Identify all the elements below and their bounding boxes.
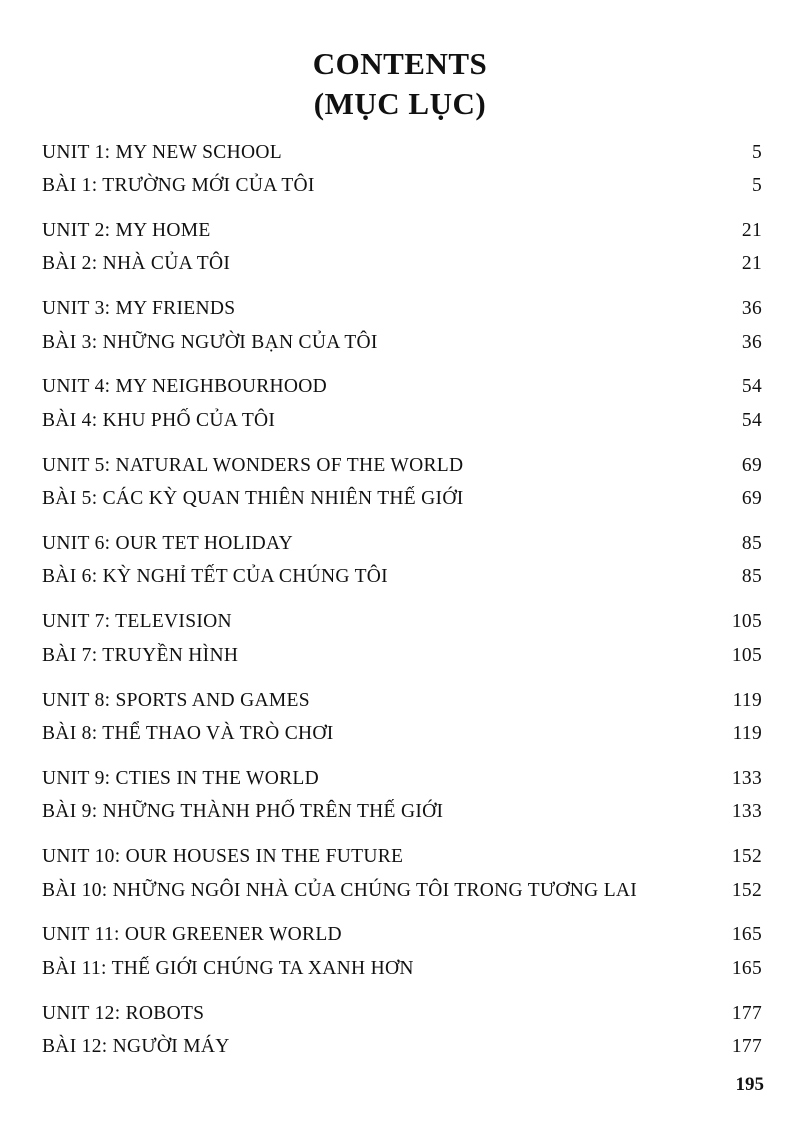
toc-entry-page: 165 bbox=[731, 957, 762, 979]
toc-entry-label: UNIT 11: OUR GREENER WORLD bbox=[42, 924, 342, 946]
page-title: CONTENTS bbox=[312, 46, 488, 81]
toc-entry-page: 5 bbox=[751, 175, 762, 196]
toc-entry-vietnamese bbox=[42, 1025, 762, 1059]
toc-unit-group bbox=[42, 756, 762, 834]
toc-entry-label: BÀI 2: NHÀ CỦA TÔI bbox=[42, 253, 231, 275]
toc-entry-label: UNIT 12: ROBOTS bbox=[42, 1002, 205, 1024]
toc-unit-group bbox=[42, 521, 762, 599]
toc-entry-page: 177 bbox=[731, 1002, 762, 1024]
toc-entry-label: BÀI 9: NHỮNG THÀNH PHỐ TRÊN THẾ GIỚI bbox=[42, 801, 444, 823]
toc-entry-label: UNIT 7: TELEVISION bbox=[42, 611, 232, 633]
toc-entry-label: UNIT 1: MY NEW SCHOOL bbox=[42, 141, 282, 163]
toc-entry-page: 119 bbox=[732, 689, 762, 711]
toc-entry-vietnamese bbox=[42, 398, 762, 432]
toc-entry-page: 105 bbox=[731, 644, 762, 666]
toc-entry-page: 119 bbox=[732, 723, 762, 745]
toc-entry-label: UNIT 10: OUR HOUSES IN THE FUTURE bbox=[42, 846, 404, 868]
toc-unit-group bbox=[42, 287, 762, 365]
toc-entry-english bbox=[42, 521, 762, 555]
toc-entry-vietnamese bbox=[42, 633, 762, 667]
toc-entry-english bbox=[42, 130, 762, 164]
toc-entry-english bbox=[42, 443, 762, 477]
toc-entry-english bbox=[42, 208, 762, 242]
toc-entry-label: BÀI 8: THỂ THAO VÀ TRÒ CHƠI bbox=[42, 723, 334, 745]
toc-entry-page: 21 bbox=[741, 219, 762, 241]
toc-entry-page: 36 bbox=[741, 298, 762, 320]
toc-entry-label: BÀI 6: KỲ NGHỈ TẾT CỦA CHÚNG TÔI bbox=[42, 566, 388, 588]
toc-entry-label: UNIT 8: SPORTS AND GAMES bbox=[42, 689, 310, 711]
toc-entry-vietnamese bbox=[42, 242, 762, 276]
toc-entry-vietnamese bbox=[42, 555, 762, 589]
toc-entry-page: 54 bbox=[741, 409, 762, 431]
toc-entry-label: BÀI 12: NGƯỜI MÁY bbox=[42, 1036, 230, 1058]
toc-entry-english bbox=[42, 756, 762, 790]
toc-entry-vietnamese bbox=[42, 868, 762, 902]
toc-unit-group bbox=[42, 600, 762, 678]
toc-entry-label: BÀI 10: NHỮNG NGÔI NHÀ CỦA CHÚNG TÔI TRONG TƯƠNG LAI bbox=[42, 879, 638, 901]
page-subtitle: (MỤC LỤC) bbox=[313, 86, 487, 121]
toc-entry-page: 21 bbox=[741, 253, 762, 275]
toc-entry-label: UNIT 3: MY FRIENDS bbox=[42, 298, 236, 320]
toc-unit-group bbox=[42, 130, 762, 208]
contents-heading bbox=[0, 44, 800, 124]
toc-unit-group bbox=[42, 835, 762, 913]
toc-entry-vietnamese bbox=[42, 320, 762, 354]
toc-entry-vietnamese bbox=[42, 164, 762, 198]
toc-entry-label: BÀI 11: THẾ GIỚI CHÚNG TA XANH HƠN bbox=[42, 957, 414, 979]
toc-entry-vietnamese bbox=[42, 712, 762, 746]
toc-entry-page: 165 bbox=[731, 924, 762, 946]
toc-entry-page: 133 bbox=[731, 767, 762, 789]
toc-entry-english bbox=[42, 678, 762, 712]
toc-entry-label: BÀI 7: TRUYỀN HÌNH bbox=[42, 644, 239, 666]
toc-unit-group bbox=[42, 443, 762, 521]
footer-page-number: 195 bbox=[735, 1074, 764, 1095]
toc-entry-english bbox=[42, 913, 762, 947]
toc-entry-english bbox=[42, 600, 762, 634]
toc-entry-page: 105 bbox=[731, 611, 762, 633]
toc-entry-vietnamese bbox=[42, 790, 762, 824]
toc-entry-english bbox=[42, 287, 762, 321]
toc-unit-group bbox=[42, 365, 762, 443]
toc-entry-page: 152 bbox=[731, 879, 762, 901]
toc-unit-group bbox=[42, 208, 762, 286]
toc-entry-label: UNIT 9: CTIES IN THE WORLD bbox=[42, 767, 319, 789]
table-of-contents bbox=[42, 130, 762, 1070]
toc-entry-label: UNIT 5: NATURAL WONDERS OF THE WORLD bbox=[42, 454, 464, 476]
toc-entry-page: 133 bbox=[731, 801, 762, 823]
toc-entry-page: 69 bbox=[741, 454, 762, 476]
toc-entry-label: BÀI 3: NHỮNG NGƯỜI BẠN CỦA TÔI bbox=[42, 331, 378, 353]
toc-entry-label: BÀI 5: CÁC KỲ QUAN THIÊN NHIÊN THẾ GIỚI bbox=[42, 488, 464, 510]
toc-unit-group bbox=[42, 678, 762, 756]
toc-entry-english bbox=[42, 991, 762, 1025]
toc-entry-page: 85 bbox=[741, 532, 762, 554]
toc-entry-page: 177 bbox=[731, 1036, 762, 1058]
toc-entry-page: 36 bbox=[741, 331, 762, 353]
toc-entry-page: 85 bbox=[741, 566, 762, 588]
toc-entry-page: 69 bbox=[741, 488, 762, 510]
toc-entry-english bbox=[42, 835, 762, 869]
toc-entry-label: BÀI 4: KHU PHỐ CỦA TÔI bbox=[42, 409, 276, 431]
toc-entry-page: 5 bbox=[751, 141, 762, 163]
toc-entry-page: 54 bbox=[741, 376, 762, 398]
toc-unit-group bbox=[42, 991, 762, 1069]
toc-entry-page: 152 bbox=[731, 846, 762, 868]
toc-unit-group bbox=[42, 913, 762, 991]
toc-entry-label: UNIT 6: OUR TET HOLIDAY bbox=[42, 532, 294, 554]
toc-entry-label: UNIT 2: MY HOME bbox=[42, 219, 211, 241]
toc-entry-label: BÀI 1: TRƯỜNG MỚI CỦA TÔI bbox=[42, 175, 315, 196]
toc-entry-label: UNIT 4: MY NEIGHBOURHOOD bbox=[42, 376, 328, 398]
toc-entry-english bbox=[42, 365, 762, 399]
toc-entry-vietnamese bbox=[42, 477, 762, 511]
toc-entry-vietnamese bbox=[42, 946, 762, 980]
